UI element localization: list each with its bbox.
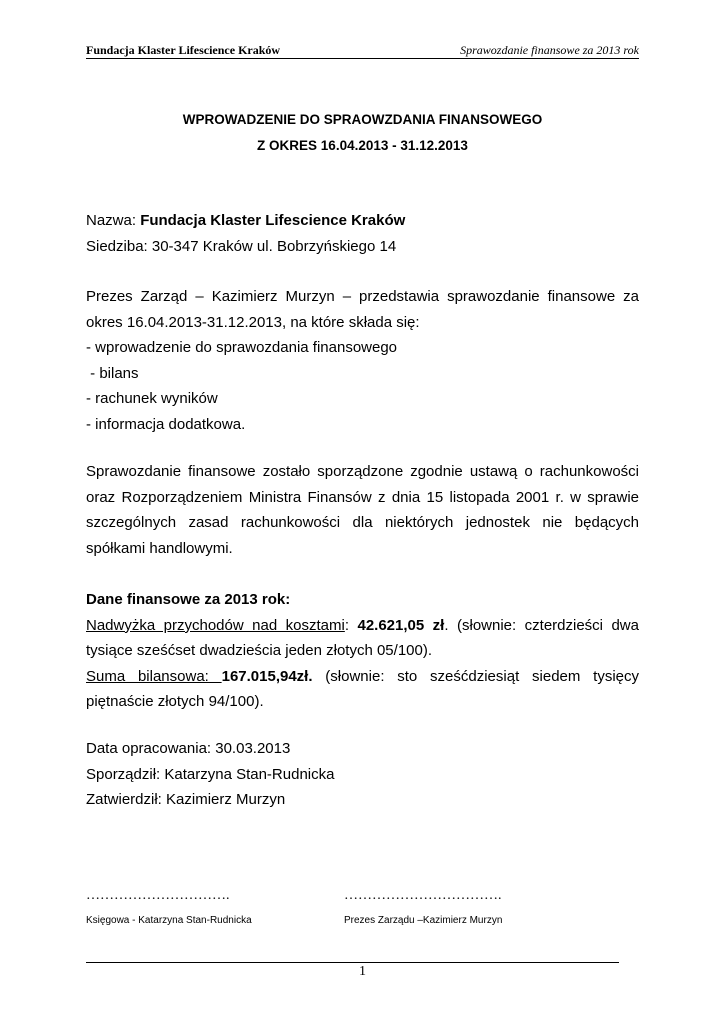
entity-name-label: Nazwa: [86, 212, 141, 229]
footer-divider [86, 962, 619, 963]
preparation-info [86, 736, 639, 813]
balance-paragraph [86, 664, 639, 715]
intro-section [86, 284, 639, 438]
surplus-words: . (słownie: czterdzieści dwa tysiące sześćset dwadzieścia jeden złotych 05/100). [86, 616, 639, 660]
surplus-colon: : [344, 616, 358, 634]
surplus-paragraph [86, 613, 639, 664]
entity-seat: Siedziba: 30-347 Kraków ul. Bobrzyńskiego 14 [86, 237, 397, 255]
list-item: - informacja dodatkowa. [86, 415, 246, 433]
balance-value: 167.015,94zł. [221, 667, 313, 685]
signature-label-accountant: Księgowa - Katarzyna Stan-Rudnicka [86, 915, 252, 926]
preparation-date: Data opracowania: 30.03.2013 [86, 740, 291, 757]
list-item: - wprowadzenie do sprawozdania finansowego [86, 339, 398, 357]
signature-line-right: ……………………………. [344, 888, 502, 903]
entity-name-value: Fundacja Klaster Lifescience Kraków [140, 212, 406, 229]
header-organization: Fundacja Klaster Lifescience Kraków [86, 43, 281, 57]
surplus-label: Nadwyżka przychodów nad kosztami [86, 616, 345, 634]
balance-words: (słownie: sto sześćdziesiąt siedem tysięcy piętnaście złotych 94/100). [86, 667, 639, 711]
prepared-by: Sporządził: Katarzyna Stan-Rudnicka [86, 765, 335, 783]
page-number: 1 [359, 964, 366, 979]
approved-by: Zatwierdził: Kazimierz Murzyn [86, 791, 286, 809]
legal-basis-paragraph: Sprawozdanie finansowe zostało sporządzone zgodnie ustawą o rachunkowości oraz Rozporządzeniem Ministra Finansów z dnia 15 listopada 2001 r. w sprawie szczególnych zasad rachunkowości dla niektórych jednostek nie będących spółkami handlowymi. [86, 463, 639, 557]
balance-label: Suma bilansowa: [86, 667, 222, 685]
signature-label-president: Prezes Zarządu –Kazimierz Murzyn [344, 915, 503, 926]
page-header [86, 42, 639, 59]
intro-paragraph: Prezes Zarząd – Kazimierz Murzyn – przedstawia sprawozdanie finansowe za okres 16.04.2013-31.12.2013, na które składa się: [86, 288, 639, 331]
financial-heading: Dane finansowe za 2013 rok: [86, 591, 291, 608]
list-item: - rachunek wyników [86, 390, 218, 408]
document-period: Z OKRES 16.04.2013 - 31.12.2013 [257, 138, 468, 153]
entity-info [86, 208, 639, 259]
signature-line-left: …………………………. [86, 888, 230, 903]
surplus-value: 42.621,05 zł [357, 616, 445, 634]
list-item: - bilans [86, 364, 139, 382]
header-report-title: Sprawozdanie finansowe za 2013 rok [460, 43, 639, 57]
document-title: WPROWADZENIE DO SPRAOWZDANIA FINANSOWEGO [182, 112, 543, 127]
financial-data-section [86, 587, 639, 715]
entity-name-line [86, 208, 639, 234]
